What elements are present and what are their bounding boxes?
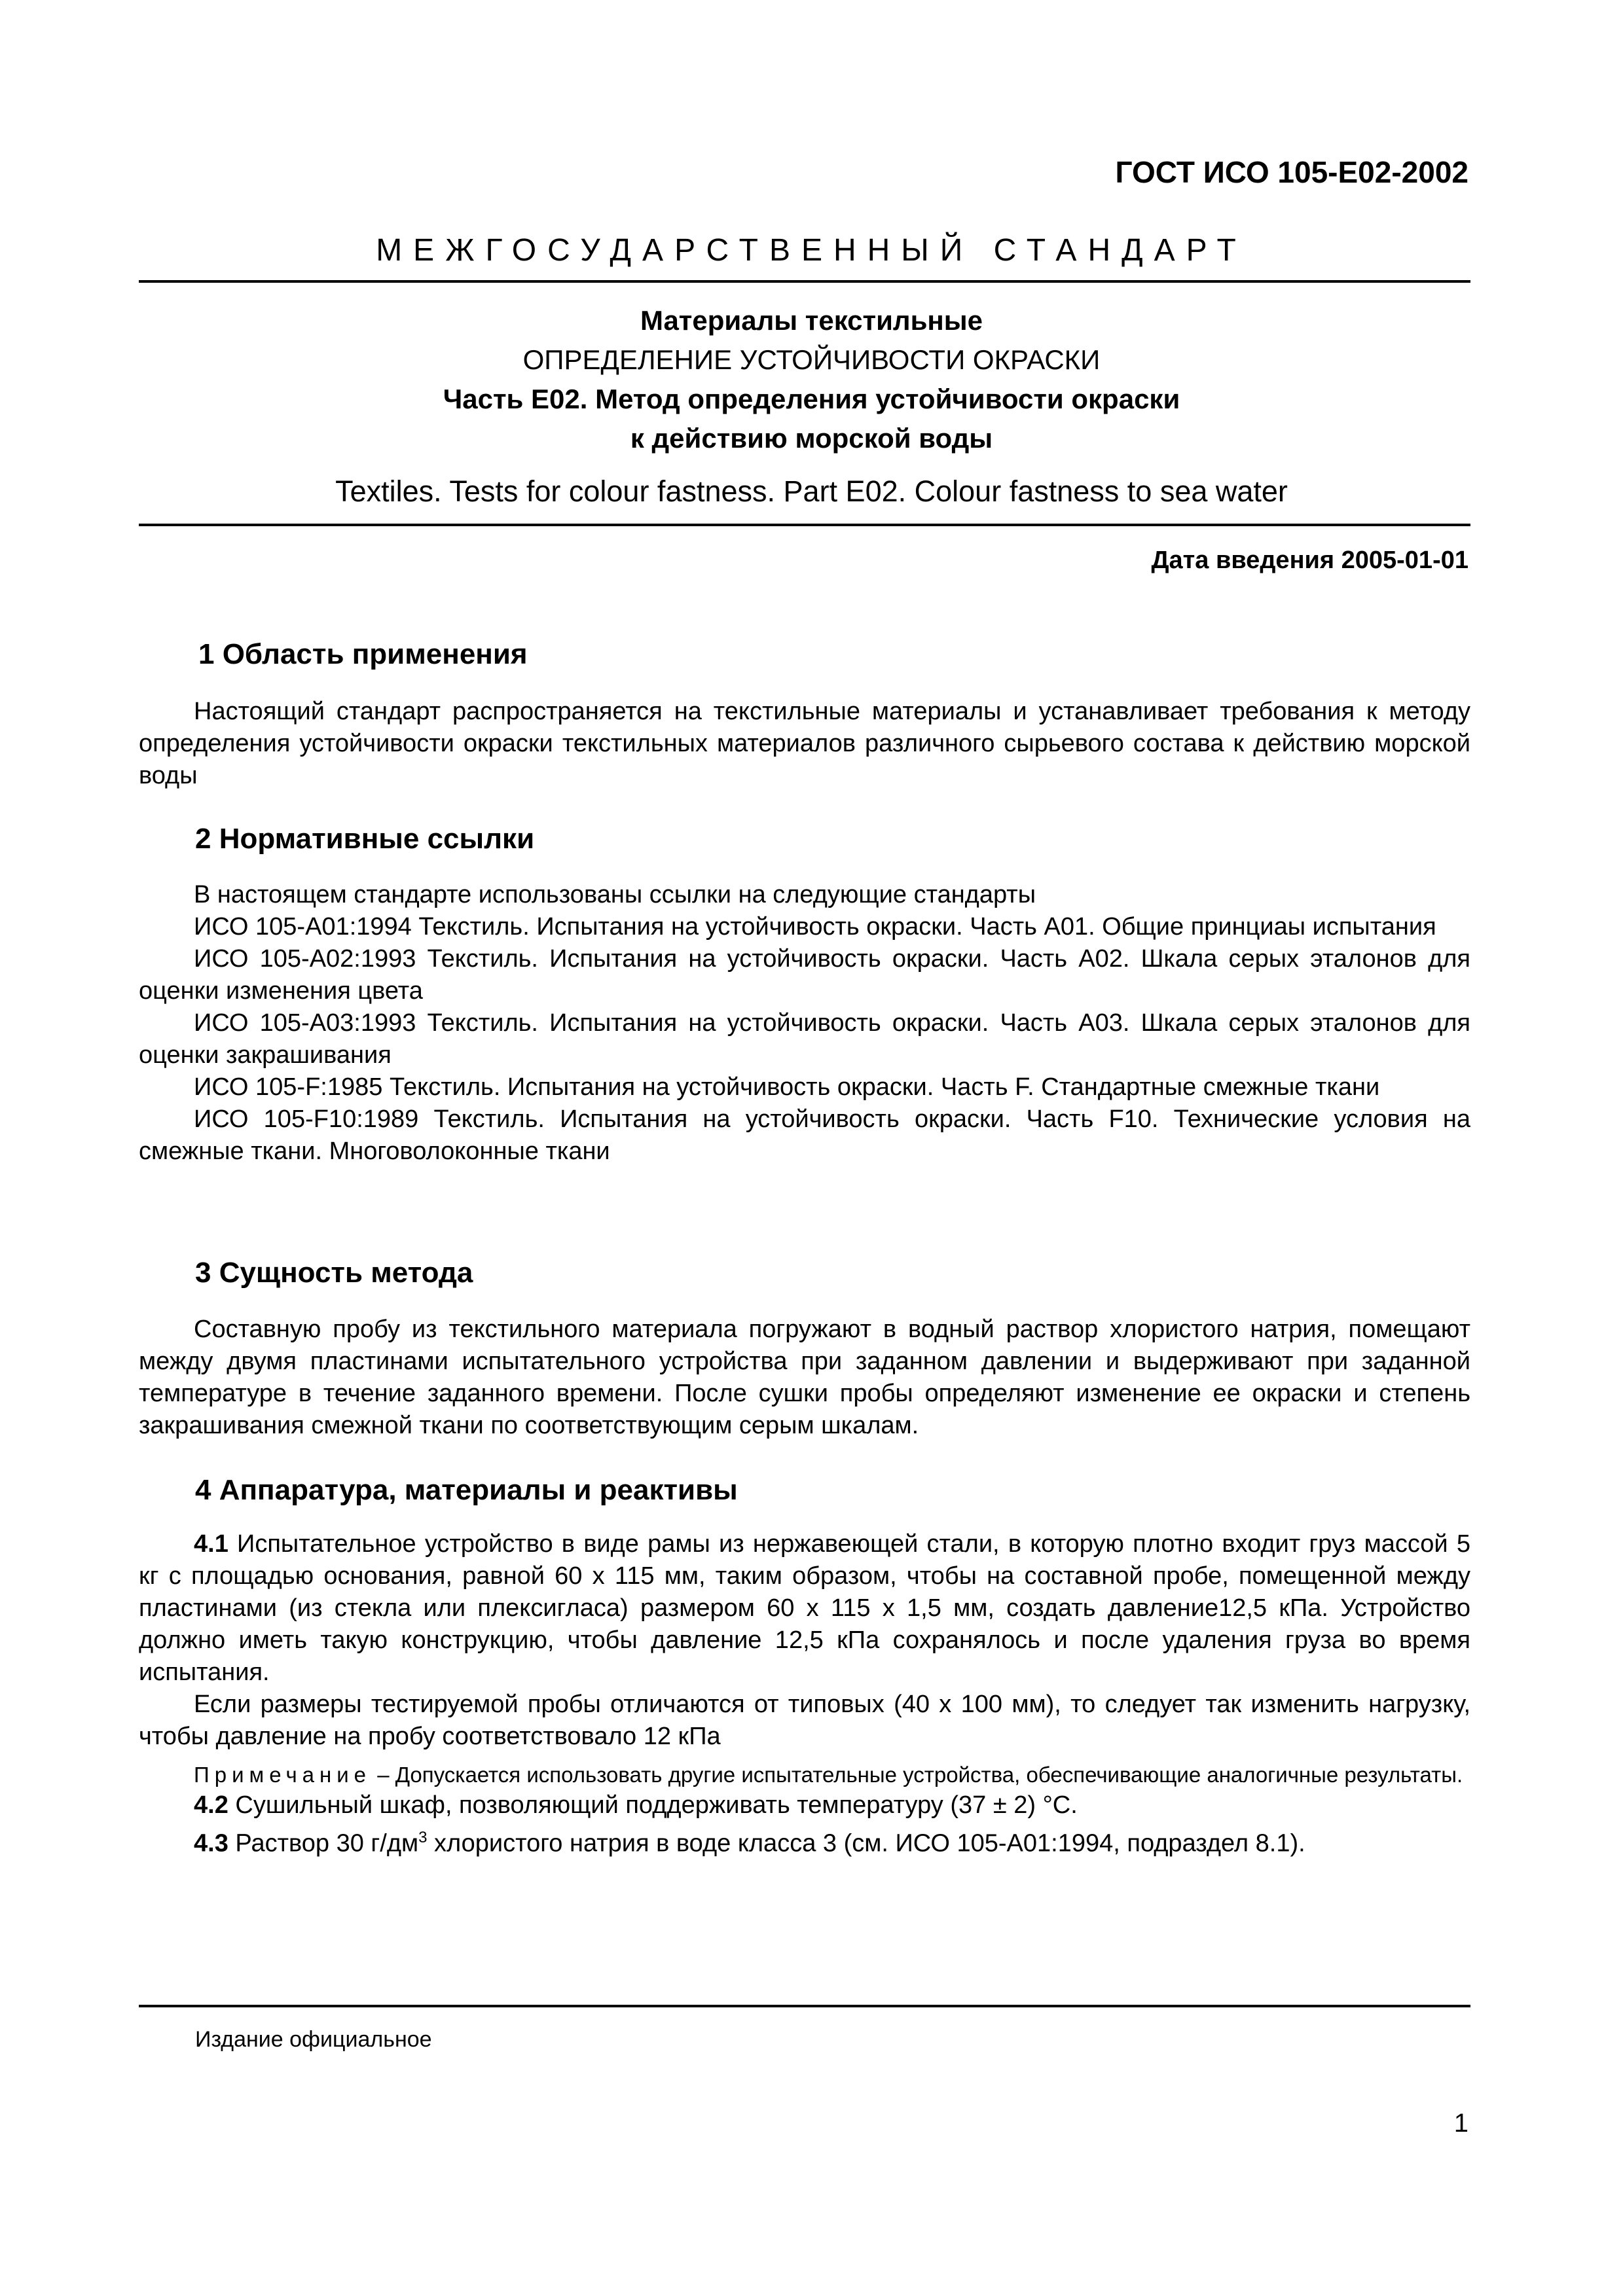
refs-intro: В настоящем стандарте использованы ссылки на следующие стандарты: [194, 881, 1036, 908]
section-3-heading: 3 Сущность метода: [195, 1257, 473, 1289]
clause-4-2-text: Сушильный шкаф, позволяющий поддерживать температуру (37 ± 2) °С.: [235, 1791, 1078, 1819]
note-label: Примечание: [194, 1763, 372, 1787]
section-3-text: Составную пробу из текстильного материала погружают в водный раствор хлористого натрия, помещают между двумя пластинами испытательного устройства при заданном давлении и выдерживают при заданной температуре в течение заданного времени. После сушки пробы определяют изменение ее окраски и степень закрашивания смежной ткани по соответствующим серым шкалам.: [139, 1316, 1470, 1439]
superscript-3: 3: [418, 1829, 428, 1846]
clause-4-3-text-end: хлористого натрия в воде класса 3 (см. ИСО 105-А01:1994, подраздел 8.1).: [427, 1829, 1305, 1857]
divider-title: [139, 524, 1470, 526]
note-text: – Допускается использовать другие испытательные устройства, обеспечивающие аналогичные результаты.: [377, 1763, 1463, 1787]
clause-4-1-text: Испытательное устройство в виде рамы из нержавеющей стали, в которую плотно входит груз массой 5 кг с площадью основания, равной 60 x 115 мм, таким образом, чтобы на составной пробе, помещенной между пластинами (из стекла или плексигласа) размером 60 x 115 x 1,5 мм, создать давление12,5 кПа. Устройство должно иметь такую конструкцию, чтобы давление 12,5 кПа сохранялось и после удаления груза во время испытания.: [139, 1530, 1470, 1686]
divider-footer: [139, 2005, 1470, 2007]
interstate-standard-heading: МЕЖГОСУДАРСТВЕННЫЙ СТАНДАРТ: [376, 233, 1247, 268]
section-2-heading: 2 Нормативные ссылки: [195, 823, 535, 855]
note: [139, 1761, 1470, 1789]
standard-code: ГОСТ ИСО 105-Е02-2002: [1115, 155, 1468, 189]
section-1-text: Настоящий стандарт распространяется на текстильные материалы и устанавливает требования к методу определения устойчивости окраски текстильных материалов различного сырьевого состава к действию морской воды: [139, 698, 1470, 789]
page-number: 1: [1453, 2109, 1468, 2138]
ref-item: ИСО 105-F10:1989 Текстиль. Испытания на устойчивость окраски. Часть F10. Технические условия на смежные ткани. Многоволоконные ткани: [139, 1105, 1470, 1165]
clause-4-1-continued: Если размеры тестируемой пробы отличаются от типовых (40 x 100 мм), то следует так изменить нагрузку, чтобы давление на пробу соответствовало 12 кПа: [139, 1691, 1470, 1750]
official-edition-label: Издание официальное: [195, 2027, 432, 2052]
clause-4-1: [139, 1528, 1470, 1689]
clause-4-2: [139, 1789, 1470, 1821]
clause-4-2-number: 4.2: [194, 1791, 228, 1819]
ref-item: ИСО 105-А02:1993 Текстиль. Испытания на устойчивость окраски. Часть А02. Шкала серых эталонов для оценки изменения цвета: [139, 945, 1470, 1005]
title-line-1: Материалы текстильные: [640, 305, 983, 336]
ref-item: ИСО 105-А01:1994 Текстиль. Испытания на устойчивость окраски. Часть А01. Общие принциаы испытания: [194, 913, 1436, 941]
section-2-refs: [139, 879, 1470, 1168]
title-line-3: Часть Е02. Метод определения устойчивости окраски: [443, 384, 1180, 414]
document-title: [0, 301, 1623, 458]
section-4-heading: 4 Аппаратура, материалы и реактивы: [195, 1474, 738, 1506]
title-line-4: к действию морской воды: [630, 423, 993, 454]
introduction-date: Дата введения 2005-01-01: [1151, 547, 1468, 574]
clause-4-1-number: 4.1: [194, 1530, 228, 1558]
clause-4-3-text: Раствор 30 г/дм: [235, 1829, 419, 1857]
divider-top: [139, 280, 1470, 283]
clause-4-3: [139, 1821, 1470, 1860]
ref-item: ИСО 105-А03:1993 Текстиль. Испытания на устойчивость окраски. Часть А03. Шкала серых эталонов для оценки закрашивания: [139, 1009, 1470, 1069]
english-title: Textiles. Tests for colour fastness. Part E02. Colour fastness to sea water: [335, 475, 1288, 508]
section-4-body: [139, 1528, 1470, 1860]
clause-4-3-number: 4.3: [194, 1829, 228, 1857]
title-line-2: ОПРЕДЕЛЕНИЕ УСТОЙЧИВОСТИ ОКРАСКИ: [522, 344, 1101, 375]
ref-item: ИСО 105-F:1985 Текстиль. Испытания на устойчивость окраски. Часть F. Стандартные смежные ткани: [194, 1073, 1380, 1101]
section-1-heading: 1 Область применения: [198, 638, 528, 670]
